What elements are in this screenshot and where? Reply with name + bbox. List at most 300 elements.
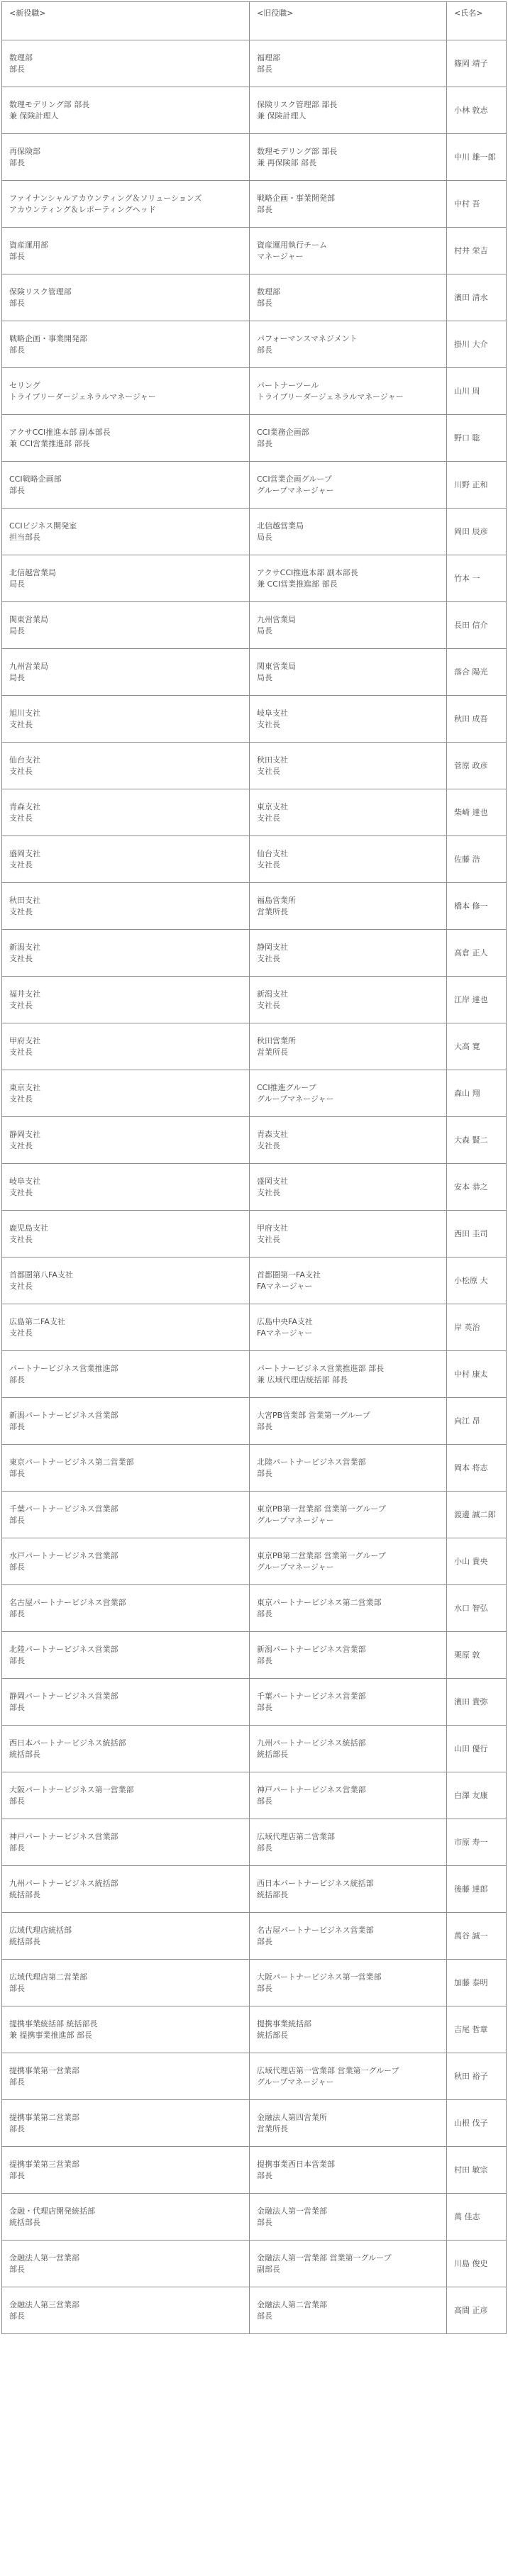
person-name-cell: 西田 圭司 [447,1211,507,1258]
new-post-cell [2,2053,250,2100]
new-post-cell-line: 部長 [9,1843,25,1853]
table-row [2,415,507,462]
new-post-cell [2,1304,250,1351]
old-post-cell-line: 青森支社 [257,1129,288,1139]
table-row [2,1398,507,1445]
person-name-cell: 中川 雄一郎 [447,134,507,181]
new-post-cell [2,789,250,836]
new-post-cell [2,2241,250,2287]
table-row [2,1023,507,1070]
old-post-cell-line: 支社長 [257,813,280,823]
old-post-cell [250,883,447,930]
person-name-cell: 山田 優行 [447,1726,507,1772]
new-post-cell-line: 支社長 [9,953,33,963]
old-post-cell [250,368,447,415]
table-row [2,181,507,228]
person-name-cell: 菅原 政彦 [447,743,507,789]
new-post-cell-line: 北陸パートナービジネス営業部 [9,1644,118,1654]
old-post-cell [250,1164,447,1211]
old-post-cell-line: 局長 [257,626,272,635]
old-post-cell-line: CCI推進グループ [257,1082,316,1092]
new-post-cell [2,181,250,228]
old-post-cell-line: 北信越営業局 [257,521,304,531]
table-row [2,930,507,977]
table-row [2,2100,507,2147]
new-post-cell-line: パートナービジネス営業推進部 [9,1363,118,1373]
new-post-cell-line: 部長 [9,345,25,355]
new-post-cell-line: 局長 [9,626,25,635]
person-name-cell: 市原 寿一 [447,1819,507,1866]
new-post-cell [2,87,250,134]
new-post-cell-line: 支社長 [9,1094,33,1104]
new-post-cell-line: セリング [9,380,40,390]
table-row [2,1070,507,1117]
new-post-cell [2,1070,250,1117]
new-post-cell-line: 北信越営業局 [9,567,56,577]
new-post-cell-line: 部長 [9,251,25,261]
table-row [2,368,507,415]
old-post-cell-line: 大阪パートナービジネス第一営業部 [257,1972,382,1982]
old-post-cell [250,228,447,274]
table-row [2,1819,507,1866]
old-post-cell-line: 神戸パートナービジネス営業部 [257,1784,366,1794]
old-post-cell-line: 部長 [257,2217,272,2227]
new-post-cell-line: 部長 [9,2311,25,2321]
old-post-cell-line: 部長 [257,2170,272,2180]
new-post-cell-line: 支社長 [9,766,33,776]
new-post-cell [2,649,250,696]
old-post-cell-line: グループマネージャー [257,2077,334,2087]
person-name-cell: 掛川 大介 [447,321,507,368]
person-name-cell: 山根 伐子 [447,2100,507,2147]
new-post-cell-line: 部長 [9,1655,25,1665]
new-post-cell [2,1819,250,1866]
old-post-cell [250,181,447,228]
old-post-cell [250,743,447,789]
new-post-cell-line: 青森支社 [9,801,40,811]
new-post-cell-line: 西日本パートナービジネス統括部 [9,1738,126,1748]
old-post-cell [250,321,447,368]
new-post-cell [2,1866,250,1913]
table-row [2,1538,507,1585]
new-post-cell [2,1351,250,1398]
person-name-cell: 野口 聡 [447,415,507,462]
old-post-cell [250,602,447,649]
new-post-cell-line: 数理モデリング部 部長 [9,99,90,109]
person-name-cell: 岸 英治 [447,1304,507,1351]
old-post-cell [250,1632,447,1679]
new-post-cell [2,883,250,930]
new-post-cell-line: 静岡パートナービジネス営業部 [9,1691,118,1701]
old-post-cell-line: 営業所長 [257,2123,288,2133]
table-row [2,836,507,883]
old-post-cell-line: 局長 [257,532,272,542]
new-post-cell [2,462,250,509]
old-post-cell-line: 副部長 [257,2264,280,2274]
old-post-cell-line: 支社長 [257,719,280,729]
new-post-cell [2,368,250,415]
old-post-cell-line: 兼 再保険部 部長 [257,157,316,167]
old-post-cell-line: マネージャー [257,251,304,261]
old-post-cell-line: 営業所長 [257,906,288,916]
new-post-cell-line: 再保険部 [9,146,40,156]
old-post-cell-line: 部長 [257,345,272,355]
old-post-cell-line: 九州パートナービジネス統括部 [257,1738,366,1748]
old-post-cell [250,1023,447,1070]
new-post-cell-line: 保険リスク管理部 [9,287,72,296]
person-name-cell: 森山 翔 [447,1070,507,1117]
table-row [2,1632,507,1679]
table-row [2,1913,507,1960]
new-post-cell-line: 盛岡支社 [9,848,40,858]
table-row [2,321,507,368]
new-post-cell-line: 部長 [9,2264,25,2274]
old-post-cell [250,1070,447,1117]
old-post-cell-line: 東京PB第一営業部 営業第一グループ [257,1504,386,1514]
new-post-cell [2,1632,250,1679]
person-name-cell: 小松原 大 [447,1258,507,1304]
new-post-cell-line: 新潟支社 [9,942,40,952]
person-name-cell: 高間 正彦 [447,2287,507,2334]
old-post-cell [250,2053,447,2100]
old-post-cell [250,462,447,509]
person-name-cell: 小山 貴央 [447,1538,507,1585]
person-name-cell: 大森 賢二 [447,1117,507,1164]
person-name-cell: 大高 寛 [447,1023,507,1070]
old-post-cell [250,2194,447,2241]
person-name-cell: 村田 敏宗 [447,2147,507,2194]
old-post-cell-line: 部長 [257,1936,272,1946]
old-post-cell-line: 北陸パートナービジネス営業部 [257,1457,366,1467]
table-row [2,228,507,274]
new-post-cell [2,415,250,462]
old-post-cell [250,1258,447,1304]
new-post-cell-line: 鹿児島支社 [9,1223,48,1233]
table-row [2,1772,507,1819]
new-post-cell-line: 兼 提携事業推進部 部長 [9,2030,92,2040]
new-post-cell-line: 支社長 [9,1000,33,1010]
table-row [2,1258,507,1304]
table-row [2,2147,507,2194]
old-post-cell [250,1304,447,1351]
old-post-cell-line: 支社長 [257,860,280,870]
new-post-cell-line: 部長 [9,64,25,74]
new-post-cell-line: 九州パートナービジネス統括部 [9,1878,118,1888]
new-post-cell [2,1023,250,1070]
old-post-cell-line: 支社長 [257,953,280,963]
person-name-cell: 川野 正和 [447,462,507,509]
new-post-cell-line: 部長 [9,2077,25,2087]
person-name-cell: 濱田 貴弥 [447,1679,507,1726]
old-post-cell [250,134,447,181]
old-post-cell [250,2147,447,2194]
old-post-cell-line: 新潟支社 [257,989,288,999]
old-post-cell-line: 部長 [257,2311,272,2321]
old-post-cell-line: 金融法人第二営業部 [257,2299,327,2309]
new-post-cell-line: 神戸パートナービジネス営業部 [9,1831,118,1841]
old-post-cell [250,1445,447,1492]
old-post-cell [250,1726,447,1772]
old-post-cell-line: 統括部長 [257,1749,288,1759]
old-post-cell-line: 広域代理店第一営業部 営業第一グループ [257,2065,399,2075]
old-post-cell-line: 部長 [257,1796,272,1806]
new-post-cell-line: 戦略企画・事業開発部 [9,333,87,343]
old-post-cell [250,1538,447,1585]
new-post-cell [2,2194,250,2241]
new-post-cell [2,134,250,181]
old-post-cell-line: パートナービジネス営業推進部 部長 [257,1363,385,1373]
old-post-cell-line: 統括部長 [257,1889,288,1899]
new-post-cell-line: 水戸パートナービジネス営業部 [9,1550,118,1560]
new-post-cell [2,2006,250,2053]
old-post-cell-line: 営業所長 [257,1047,288,1057]
new-post-cell [2,274,250,321]
new-post-cell-line: 部長 [9,2170,25,2180]
new-post-cell-line: 甲府支社 [9,1036,40,1045]
new-post-cell [2,1117,250,1164]
old-post-cell-line: 岐阜支社 [257,708,288,718]
new-post-cell [2,228,250,274]
old-post-cell-line: トライブリーダージェネラルマネージャー [257,392,404,401]
new-post-cell [2,1445,250,1492]
old-post-cell [250,930,447,977]
new-post-cell-line: 新潟パートナービジネス営業部 [9,1410,118,1420]
new-post-cell-line: 部長 [9,157,25,167]
old-post-cell-line: 部長 [257,1702,272,1712]
person-name-cell: 高倉 正人 [447,930,507,977]
new-post-cell-line: 支社長 [9,906,33,916]
new-post-cell-line: 提携事業第三営業部 [9,2159,79,2169]
new-post-cell-line: 広域代理店第二営業部 [9,1972,87,1982]
old-post-cell-line: 部長 [257,438,272,448]
old-post-cell [250,40,447,87]
new-post-cell-line: 支社長 [9,860,33,870]
old-post-cell-line: FAマネージャー [257,1281,313,1291]
header-name: <氏名> [447,2,507,40]
new-post-cell-line: 提携事業第二営業部 [9,2112,79,2122]
old-post-cell-line: CCI業務企画部 [257,427,309,437]
person-name-cell: 落合 陽光 [447,649,507,696]
new-post-cell-line: 統括部長 [9,1749,40,1759]
new-post-cell-line: 部長 [9,1562,25,1572]
old-post-cell [250,509,447,555]
new-post-cell-line: 数理部 [9,52,33,62]
new-post-cell-line: 支社長 [9,1140,33,1150]
header-old-post: <旧役職> [250,2,447,40]
old-post-cell-line: 名古屋パートナービジネス営業部 [257,1925,374,1935]
new-post-cell-line: 東京パートナービジネス第二営業部 [9,1457,134,1467]
old-post-cell-line: 金融法人第四営業所 [257,2112,327,2122]
new-post-cell-line: 仙台支社 [9,755,40,765]
old-post-cell-line: 提携事業統括部 [257,2019,311,2028]
old-post-cell-line: 局長 [257,672,272,682]
new-post-cell-line: 九州営業局 [9,661,48,671]
old-post-cell [250,1492,447,1538]
table-row [2,1492,507,1538]
old-post-cell-line: 部長 [257,204,272,214]
old-post-cell-line: 金融法人第一営業部 営業第一グループ [257,2253,392,2263]
new-post-cell-line: 部長 [9,485,25,495]
new-post-cell-line: 提携事業第一営業部 [9,2065,79,2075]
person-name-cell: 渡邊 誠二郎 [447,1492,507,1538]
table-row [2,134,507,181]
old-post-cell-line: 甲府支社 [257,1223,288,1233]
person-name-cell: 篠岡 靖子 [447,40,507,87]
old-post-cell-line: グループマネージャー [257,485,334,495]
new-post-cell [2,321,250,368]
old-post-cell-line: 部長 [257,1468,272,1478]
person-name-cell: 小林 敦志 [447,87,507,134]
person-name-cell: 岡本 将志 [447,1445,507,1492]
old-post-cell [250,1585,447,1632]
new-post-cell-line: 資産運用部 [9,240,48,250]
table-row [2,1866,507,1913]
new-post-cell-line: 兼 CCI営業推進部 部長 [9,438,90,448]
new-post-cell-line: トライブリーダージェネラルマネージャー [9,392,156,401]
table-header-row [2,2,507,40]
new-post-cell-line: 統括部長 [9,1936,40,1946]
new-post-cell-line: 金融法人第一営業部 [9,2253,79,2263]
new-post-cell-line: 岐阜支社 [9,1176,40,1186]
old-post-cell [250,977,447,1023]
table-row [2,1960,507,2006]
new-post-cell-line: 支社長 [9,719,33,729]
new-post-cell [2,509,250,555]
old-post-cell-line: CCI営業企画グループ [257,474,332,484]
new-post-cell [2,1492,250,1538]
new-post-cell-line: 金融・代理店開発統括部 [9,2206,95,2216]
old-post-cell-line: 新潟パートナービジネス営業部 [257,1644,366,1654]
table-row [2,555,507,602]
new-post-cell [2,40,250,87]
new-post-cell [2,977,250,1023]
person-name-cell: 中村 吾 [447,181,507,228]
new-post-cell [2,2100,250,2147]
new-post-cell-line: 部長 [9,298,25,308]
old-post-cell-line: 福島営業所 [257,895,296,905]
old-post-cell-line: 仙台支社 [257,848,288,858]
old-post-cell [250,1117,447,1164]
old-post-cell-line: 部長 [257,1983,272,1993]
table-row [2,1304,507,1351]
old-post-cell-line: 支社長 [257,1140,280,1150]
new-post-cell [2,1679,250,1726]
new-post-cell-line: 千葉パートナービジネス営業部 [9,1504,118,1514]
new-post-cell-line: 支社長 [9,1328,33,1338]
person-name-cell: 江岸 達也 [447,977,507,1023]
new-post-cell [2,1211,250,1258]
new-post-cell [2,1164,250,1211]
person-name-cell: 秋田 裕子 [447,2053,507,2100]
old-post-cell [250,555,447,602]
person-name-cell: 山川 周 [447,368,507,415]
old-post-cell-line: 秋田営業所 [257,1036,296,1045]
old-post-cell-line: グループマネージャー [257,1562,334,1572]
person-name-cell: 白澤 友康 [447,1772,507,1819]
new-post-cell-line: アクサCCI推進本部 副本部長 [9,427,111,437]
new-post-cell [2,1585,250,1632]
old-post-cell [250,836,447,883]
new-post-cell-line: 関東営業局 [9,614,48,624]
old-post-cell-line: 兼 CCI営業推進部 部長 [257,579,338,589]
old-post-cell [250,1351,447,1398]
new-post-cell-line: CCI戦略企画部 [9,474,62,484]
old-post-cell [250,1398,447,1445]
new-post-cell-line: 部長 [9,1468,25,1478]
old-post-cell-line: FAマネージャー [257,1328,313,1338]
new-post-cell [2,743,250,789]
table-row [2,2194,507,2241]
table-row [2,1117,507,1164]
person-name-cell: 秋田 成吾 [447,696,507,743]
old-post-cell [250,2287,447,2334]
old-post-cell-line: 数理部 [257,287,280,296]
table-row [2,602,507,649]
new-post-cell-line: 首都圏第八FA支社 [9,1270,73,1279]
person-name-cell: 水口 智弘 [447,1585,507,1632]
person-name-cell: 長田 信介 [447,602,507,649]
table-row [2,1445,507,1492]
new-post-cell-line: 広域代理店統括部 [9,1925,72,1935]
old-post-cell-line: 数理モデリング部 部長 [257,146,338,156]
old-post-cell-line: 支社長 [257,1234,280,1244]
person-name-cell: 向江 昂 [447,1398,507,1445]
table-row [2,2053,507,2100]
old-post-cell-line: 東京パートナービジネス第二営業部 [257,1597,382,1607]
new-post-cell-line: 福井支社 [9,989,40,999]
old-post-cell-line: パフォーマンスマネジメント [257,333,358,343]
table-row [2,883,507,930]
old-post-cell-line: 部長 [257,1655,272,1665]
new-post-cell-line: 金融法人第三営業部 [9,2299,79,2309]
table-row [2,743,507,789]
old-post-cell-line: アクサCCI推進本部 副本部長 [257,567,358,577]
old-post-cell-line: 保険リスク管理部 部長 [257,99,338,109]
old-post-cell [250,649,447,696]
new-post-cell-line: 支社長 [9,1187,33,1197]
new-post-cell-line: 名古屋パートナービジネス営業部 [9,1597,126,1607]
old-post-cell-line: 部長 [257,64,272,74]
old-post-cell-line: 支社長 [257,766,280,776]
new-post-cell-line: 提携事業統括部 統括部長 [9,2019,98,2028]
old-post-cell-line: 静岡支社 [257,942,288,952]
old-post-cell [250,274,447,321]
person-name-cell: 濱田 清水 [447,274,507,321]
person-name-cell: 後藤 達郎 [447,1866,507,1913]
old-post-cell [250,1679,447,1726]
old-post-cell-line: 部長 [257,298,272,308]
old-post-cell-line: グループマネージャー [257,1094,334,1104]
new-post-cell-line: 部長 [9,2123,25,2133]
new-post-cell-line: 部長 [9,1375,25,1384]
new-post-cell-line: 局長 [9,579,25,589]
new-post-cell [2,2287,250,2334]
old-post-cell-line: 戦略企画・事業開発部 [257,193,335,203]
new-post-cell [2,1258,250,1304]
person-name-cell: 川島 俊史 [447,2241,507,2287]
person-name-cell: 岡田 辰彦 [447,509,507,555]
new-post-cell-line: 部長 [9,1515,25,1525]
new-post-cell [2,2147,250,2194]
new-post-cell-line: 東京支社 [9,1082,40,1092]
old-post-cell-line: 千葉パートナービジネス営業部 [257,1691,366,1701]
person-name-cell: 中村 康太 [447,1351,507,1398]
old-post-cell-line: 盛岡支社 [257,1176,288,1186]
new-post-cell-line: CCIビジネス開発室 [9,521,77,531]
old-post-cell [250,1913,447,1960]
new-post-cell-line: 兼 保険計理人 [9,111,59,121]
table-row [2,1585,507,1632]
